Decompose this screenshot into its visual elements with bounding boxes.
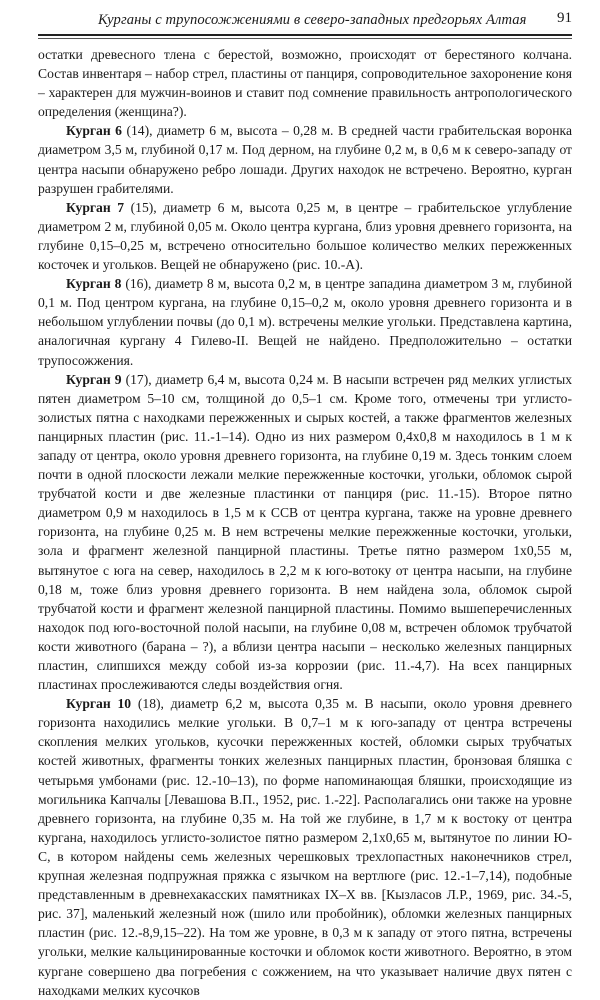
paragraph-text: (18), диаметр 6,2 м, высота 0,35 м. В насыпи, около уровня древнего горизонта находились мелкие угольки. В 0,7–1 м к юго-западу от центра встречены скопления мелких угольков, кусочки пережженных костей, обломки сырых трубчатых костей животных, фрагменты тонких железных панцирных пластин, бронзовая бляшка с четырьмя умбонами (рис. 12.-10–13), по форме напоминающая бляшки, происходящие из могильника Капчалы [Левашова В.П., 1952, рис. 1.-22]. Располагались они также на уровне древнего горизонта, на глубине 0,35 м. На той же глубине, в 1,7 м к востоку от центра кургана, находилось углисто-золистое пятно размером 2,1х0,65 м, вытянутое по линии Ю-С, в котором найдены семь железных черешковых трехлопастных наконечников стрел, крупная железная подпружная пряжка с язычком на вертлюге (рис. 12.-1–7,14), подобные представленным в древнехакасских памятниках IX–X вв. [Кызласов Л.Р., 1969, рис. 34.-5, рис. 37], маленький железный нож (шило или пробойник), обломки железных панцирных пластин (рис. 12.-8,9,15–22). На том же уровне, в 0,3 м к западу от этого пятна, встречены угольки, мелкие кальцинированные косточки и обломок кости животного. Вероятно, в этом кургане совершено два погребения с сожжением, на что указывает наличие двух пятен с находками мелких кусочков bbox=[38, 696, 573, 998]
kurgan-label: Курган 7 bbox=[66, 199, 125, 215]
paragraph-text: (17), диаметр 6,4 м, высота 0,24 м. В насыпи встречен ряд мелких углистых пятен диаметром 5–10 см, толщиной до 0,5–1 см. Кроме того, отмечены три углисто-золистых пятна с находками пережженных и сырых костей, а также фрагментов железных панцирных пластин (рис. 11.-1–14). Одно из них размером 0,4х0,8 м находилось в 1 м к западу от центра, около уровня древнего горизонта, на глубине 0,19 м. Здесь тонким слоем почти в одной плоскости лежали мелкие пережженные косточки, угольки, обломок сырой трубчатой кости и две железные пластинки от панциря (рис. 11.-15). Второе пятно диаметром 0,9 м находилось в 1,5 м к ССВ от центра кургана, также на уровне древнего горизонта, на глубине 0,25 м. В нем встречены мелкие пережженные косточки, угольки, зола и фрагмент железной панцирной пластины. Третье пятно размером 1х0,55 м, вытянутое с юга на север, находилось в 2,2 м к юго-вотоку от центра насыпи, на глубине 0,18 м, тоже близ уровня древнего горизонта. В нем найдена зола, обломок сырой трубчатой кости и фрагмент железной панцирной пластины. Помимо вышеперечисленных находок под юго-восточной полой насыпи, на глубине 0,08 м, встречен обломок трубчатой кости животного (барана – ?), а вблизи центра насыпи – несколько железных панцирных пластин, слипшихся между собой из-за коррозии (рис. 11.-4,7). На всех панцирных пластинах прослеживаются следы воздействия огня. bbox=[38, 371, 573, 693]
paragraph-text: (16), диаметр 8 м, высота 0,2 м, в центре западина диаметром 3 м, глубиной 0,1 м. Под центром кургана, на глубине 0,15–0,2 м, около уровня древнего горизонта и в небольшом углублении почвы (до 0,1 м). встречены мелкие угольки. Представлена картина, аналогичная кургану 4 Гилево-II. Вещей не найдено. Предположительно – остатки трупосожжения. bbox=[38, 276, 572, 368]
kurgan-label: Курган 9 bbox=[66, 371, 122, 387]
kurgan-label: Курган 8 bbox=[66, 276, 122, 292]
page-number: 91 bbox=[557, 10, 572, 26]
paragraph-text: остатки древесного тлена с берестой, возможно, происходят от берестяного колчана. Состав инвентаря – набор стрел, пластины от панциря, сопроводительное захоронение коня – характерен для мужчин-воинов и ставит под сомнение правильность антропологического определения (женщина?). bbox=[38, 47, 572, 120]
kurgan-label: Курган 6 bbox=[66, 123, 122, 139]
paragraph-kurgan-10 bbox=[38, 694, 572, 1000]
paragraph-kurgan-8 bbox=[38, 274, 572, 369]
page-header bbox=[38, 12, 572, 36]
paragraph-kurgan-6 bbox=[38, 121, 572, 197]
paragraph-kurgan-7 bbox=[38, 198, 572, 274]
header-rule-thick bbox=[38, 34, 572, 36]
body-text bbox=[38, 45, 572, 1000]
running-title: Курганы с трупосожжениями в северо-западных предгорьях Алтая bbox=[98, 12, 527, 28]
paragraph-text: (14), диаметр 6 м, высота – 0,28 м. В средней части грабительская воронка диаметром 3,5 м, глубиной 0,17 м. Под дерном, на глубине 0,2 м, в 0,6 м к северо-западу от центра насыпи обнаружено ребро лошади. Других находок не встречено. Вероятно, курган разрушен грабителями. bbox=[38, 123, 572, 196]
header-rule-thin bbox=[38, 38, 572, 39]
paragraph-continuation bbox=[38, 45, 572, 121]
paragraph-kurgan-9 bbox=[38, 370, 572, 695]
paragraph-text: (15), диаметр 6 м, высота 0,25 м, в центре – грабительское углубление диаметром 2 м, глубиной 0,05 м. Около центра кургана, близ уровня древнего горизонта, на глубине 0,15–0,25 м, встречено относительно большое количество мелких пережженных косточек и угольков. Вещей не обнаружено (рис. 10.-А). bbox=[38, 199, 572, 273]
kurgan-label: Курган 10 bbox=[66, 696, 132, 712]
